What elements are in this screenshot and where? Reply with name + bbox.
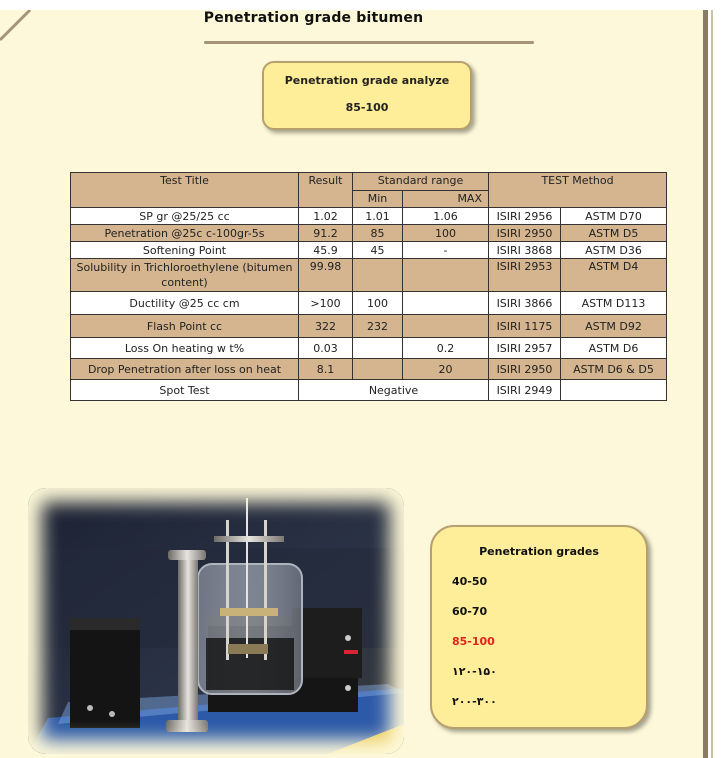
row-isiri: ISIRI 3868 (489, 242, 561, 259)
title-underline (204, 41, 534, 44)
row-min: 85 (353, 225, 403, 242)
row-min (353, 338, 403, 359)
row-title: Solubility in Trichloroethylene (bitumen content) (71, 259, 299, 292)
row-result: 322 (299, 315, 353, 338)
row-title: SP gr @25/25 cc (71, 208, 299, 225)
row-title: Ductility @25 cc cm (71, 292, 299, 315)
grade-item: 60-70 (452, 605, 488, 618)
row-max (403, 259, 489, 292)
grade-analyze-box (262, 61, 472, 130)
row-isiri: ISIRI 2949 (489, 380, 561, 401)
table-row (71, 225, 667, 242)
row-title: Flash Point cc (71, 315, 299, 338)
row-min: 232 (353, 315, 403, 338)
row-min (353, 259, 403, 292)
row-astm: ASTM D4 (561, 259, 667, 292)
table-row (71, 315, 667, 338)
row-title: Drop Penetration after loss on heat (71, 359, 299, 380)
specification-table (70, 172, 667, 401)
grade-item: 40-50 (452, 575, 488, 588)
row-result: 0.03 (299, 338, 353, 359)
row-max (403, 315, 489, 338)
table-row (71, 338, 667, 359)
row-isiri: ISIRI 2956 (489, 208, 561, 225)
row-min (353, 359, 403, 380)
table-row (71, 292, 667, 315)
row-title: Spot Test (71, 380, 299, 401)
header-test-title: Test Title (71, 173, 299, 208)
row-astm: ASTM D36 (561, 242, 667, 259)
right-border-rule-thin (711, 10, 713, 758)
row-max (403, 292, 489, 315)
row-isiri: ISIRI 2957 (489, 338, 561, 359)
row-isiri: ISIRI 2953 (489, 259, 561, 292)
grade-analyze-value: 85-100 (345, 101, 389, 114)
row-astm: ASTM D92 (561, 315, 667, 338)
row-title: Loss On heating w t% (71, 338, 299, 359)
row-isiri: ISIRI 3866 (489, 292, 561, 315)
row-astm: ASTM D5 (561, 225, 667, 242)
header-min: Min (353, 190, 403, 208)
row-result: Negative (299, 380, 489, 401)
table-row (71, 208, 667, 225)
row-result: >100 (299, 292, 353, 315)
grades-title: Penetration grades (479, 545, 599, 558)
table-row (71, 359, 667, 380)
row-result: 99.98 (299, 259, 353, 292)
grade-item: ۲۰۰-۳۰۰ (452, 695, 497, 708)
row-max: 20 (403, 359, 489, 380)
row-min: 1.01 (353, 208, 403, 225)
right-border-rule (703, 10, 708, 758)
row-isiri: ISIRI 2950 (489, 225, 561, 242)
row-result: 8.1 (299, 359, 353, 380)
row-isiri: ISIRI 1175 (489, 315, 561, 338)
penetrometer-photo (28, 488, 404, 754)
row-max: 1.06 (403, 208, 489, 225)
table-row (71, 242, 667, 259)
row-title: Softening Point (71, 242, 299, 259)
header-test-method: TEST Method (489, 173, 667, 208)
grade-item: ۱۲۰-۱۵۰ (452, 665, 497, 678)
row-max: 0.2 (403, 338, 489, 359)
header-standard-range: Standard range (353, 173, 489, 191)
row-astm: ASTM D6 (561, 338, 667, 359)
row-astm: ASTM D113 (561, 292, 667, 315)
row-min: 45 (353, 242, 403, 259)
row-title: Penetration @25c c-100gr-5s (71, 225, 299, 242)
row-result: 1.02 (299, 208, 353, 225)
grade-item-highlighted: 85-100 (452, 635, 495, 648)
row-astm: ASTM D70 (561, 208, 667, 225)
table-header-row (71, 173, 667, 191)
table-row (71, 259, 667, 292)
row-astm: ASTM D6 & D5 (561, 359, 667, 380)
row-result: 91.2 (299, 225, 353, 242)
penetrometer-illustration (28, 488, 404, 754)
header-max: MAX (403, 190, 489, 208)
page-title: Penetration grade bitumen (203, 10, 424, 26)
row-max: - (403, 242, 489, 259)
row-astm (561, 380, 667, 401)
header-result: Result (299, 173, 353, 208)
row-max: 100 (403, 225, 489, 242)
row-isiri: ISIRI 2950 (489, 359, 561, 380)
table-row (71, 380, 667, 401)
grade-analyze-label: Penetration grade analyze (284, 74, 450, 87)
row-result: 45.9 (299, 242, 353, 259)
penetration-grades-panel (430, 525, 648, 729)
row-min: 100 (353, 292, 403, 315)
